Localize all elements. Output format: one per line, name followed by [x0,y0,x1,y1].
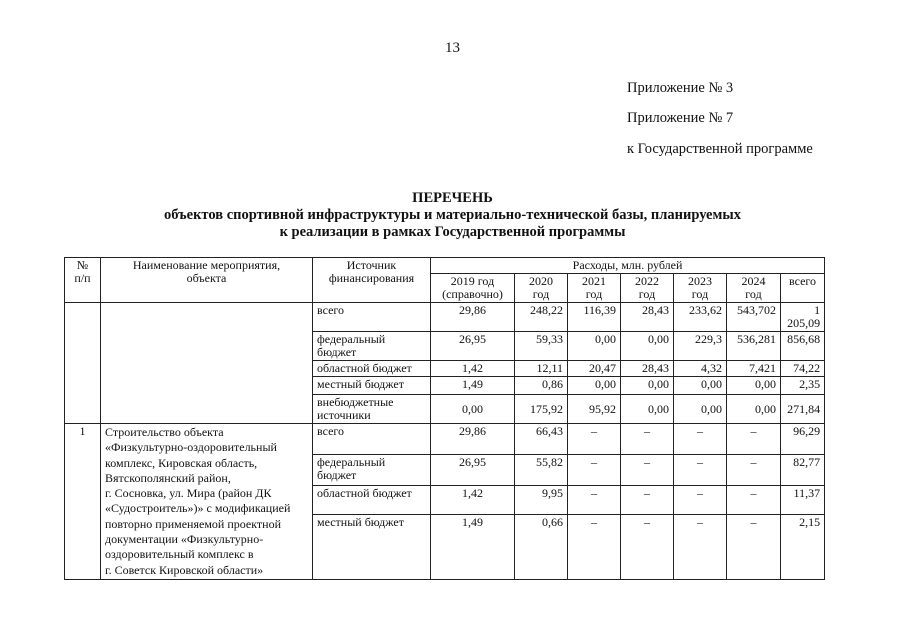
source-cell: местный бюджет [313,515,431,580]
value-cell: 0,00 [727,377,781,395]
value-cell: 1,49 [431,377,515,395]
value-cell: 0,00 [621,395,674,424]
value-cell: – [568,486,621,515]
source-cell: федеральный бюджет [313,455,431,486]
header-year: 2021 год [568,274,621,303]
header-source: Источник финансирования [313,258,431,303]
value-cell: 2,35 [781,377,825,395]
value-cell: 95,92 [568,395,621,424]
program-reference: к Государственной программе [627,141,813,157]
value-cell: – [674,455,727,486]
value-cell: – [727,515,781,580]
header-total: всего [781,274,825,303]
value-cell: 26,95 [431,332,515,361]
value-cell: 271,84 [781,395,825,424]
value-cell: 0,00 [568,377,621,395]
totals-name-cell [101,303,313,424]
value-cell: 248,22 [515,303,568,332]
value-cell: 0,00 [568,332,621,361]
value-cell: – [621,424,674,455]
value-cell: 543,702 [727,303,781,332]
source-cell: местный бюджет [313,377,431,395]
header-year: 2023 год [674,274,727,303]
source-cell: федеральный бюджет [313,332,431,361]
value-cell: 0,00 [621,332,674,361]
value-cell: 536,281 [727,332,781,361]
value-cell: 29,86 [431,303,515,332]
value-cell: 0,86 [515,377,568,395]
value-cell: 28,43 [621,303,674,332]
object-number-cell: 1 [65,424,101,580]
value-cell: 175,92 [515,395,568,424]
title-line-2: объектов спортивной инфраструктуры и материально-технической базы, планируемых [164,207,741,223]
table-row [65,303,825,332]
header-number: № п/п [65,258,101,303]
header-expenses: Расходы, млн. рублей [431,258,825,274]
value-cell: – [568,515,621,580]
value-cell: 1 205,09 [781,303,825,332]
value-cell: 1,49 [431,515,515,580]
value-cell: – [727,486,781,515]
object-name-cell: Строительство объекта «Физкультурно-оздоровительный комплекс, Кировская область, Вятскополянский район, г. Сосновка, ул. Мира (район ДК «Судостроитель»)» с модификацией повторно применяемой проектной документации «Физкультурно- оздоровительный комплекс в г. Советск Кировской области» [101,424,313,580]
value-cell: – [727,455,781,486]
value-cell: 0,00 [674,377,727,395]
header-year: 2024 год [727,274,781,303]
appendix-3-label: Приложение № 3 [627,80,734,96]
source-cell: всего [313,424,431,455]
source-cell: всего [313,303,431,332]
value-cell: 26,95 [431,455,515,486]
header-year: 2020 год [515,274,568,303]
value-cell: 1,42 [431,361,515,377]
value-cell: – [568,424,621,455]
header-year: 2022 год [621,274,674,303]
value-cell: 9,95 [515,486,568,515]
value-cell: 7,421 [727,361,781,377]
value-cell: 0,00 [674,395,727,424]
source-cell: областной бюджет [313,361,431,377]
value-cell: – [568,455,621,486]
value-cell: – [621,515,674,580]
value-cell: 82,77 [781,455,825,486]
value-cell: – [674,424,727,455]
value-cell: – [621,455,674,486]
value-cell: – [621,486,674,515]
value-cell: 20,47 [568,361,621,377]
value-cell: 4,32 [674,361,727,377]
value-cell: – [674,486,727,515]
title-line-3: к реализации в рамках Государственной программы [279,224,626,240]
value-cell: 233,62 [674,303,727,332]
value-cell: 96,29 [781,424,825,455]
totals-number-cell [65,303,101,424]
source-cell: областной бюджет [313,486,431,515]
appendix-7-label: Приложение № 7 [627,110,734,126]
value-cell: 1,42 [431,486,515,515]
value-cell: 12,11 [515,361,568,377]
value-cell: 0,66 [515,515,568,580]
header-year: 2019 год (справочно) [431,274,515,303]
source-cell: внебюджетные источники [313,395,431,424]
table-row [65,424,825,455]
value-cell: 74,22 [781,361,825,377]
value-cell: – [674,515,727,580]
title-line-1: ПЕРЕЧЕНЬ [412,190,493,206]
value-cell: 0,00 [621,377,674,395]
objects-table [64,257,825,580]
document-title [0,190,905,241]
value-cell: 0,00 [727,395,781,424]
value-cell: – [727,424,781,455]
value-cell: 11,37 [781,486,825,515]
value-cell: 66,43 [515,424,568,455]
value-cell: 59,33 [515,332,568,361]
value-cell: 2,15 [781,515,825,580]
value-cell: 0,00 [431,395,515,424]
page-number: 13 [445,40,460,56]
value-cell: 229,3 [674,332,727,361]
header-name: Наименование мероприятия, объекта [101,258,313,303]
value-cell: 116,39 [568,303,621,332]
value-cell: 55,82 [515,455,568,486]
value-cell: 28,43 [621,361,674,377]
value-cell: 29,86 [431,424,515,455]
value-cell: 856,68 [781,332,825,361]
